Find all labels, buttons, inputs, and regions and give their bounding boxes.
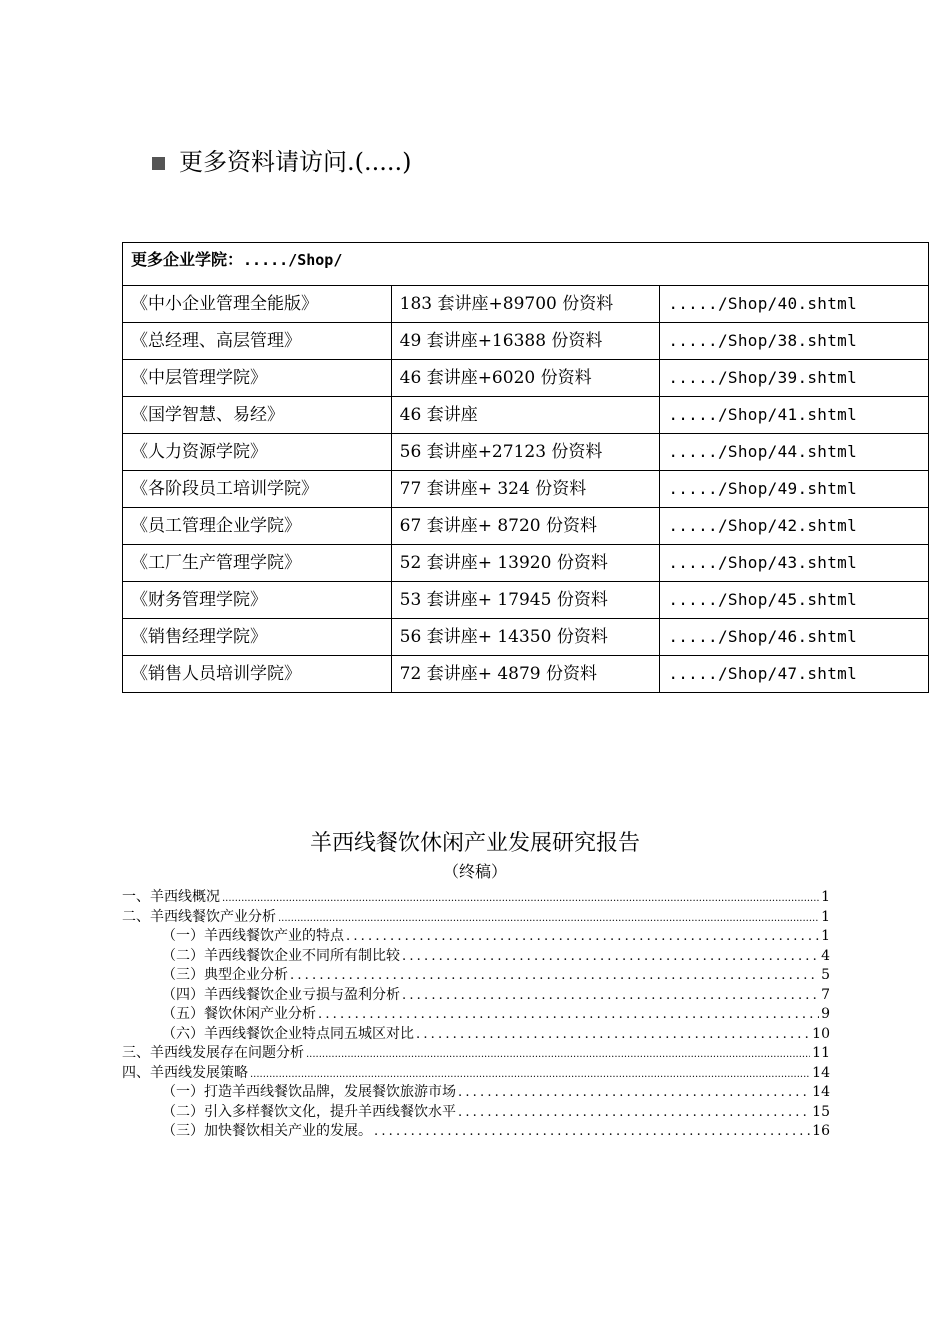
toc-entry[interactable] <box>122 888 830 908</box>
table-row <box>123 471 929 508</box>
course-detail-cell: 56 套讲座+ 14350 份资料 <box>391 619 660 656</box>
course-name-cell: 《中小企业管理全能版》 <box>123 286 392 323</box>
toc-entry-label: 四、羊西线发展策略 <box>122 1064 248 1081</box>
toc-entry-label: （二）羊西线餐饮企业不同所有制比较 <box>162 947 400 964</box>
course-detail-cell: 52 套讲座+ 13920 份资料 <box>391 545 660 582</box>
toc-entry-label: 一、羊西线概况 <box>122 889 220 905</box>
course-url-cell[interactable]: ...../Shop/38.shtml <box>660 323 929 360</box>
more-info-line <box>152 146 412 178</box>
course-detail-cell: 46 套讲座 <box>391 397 660 434</box>
toc-entry-label: （三）加快餐饮相关产业的发展。 <box>162 1123 372 1139</box>
shop-table-header-row <box>123 243 929 286</box>
course-name-cell: 《总经理、高层管理》 <box>123 323 392 360</box>
toc-entry-label: （四）羊西线餐饮企业亏损与盈利分析 <box>162 986 400 1003</box>
course-name-cell: 《员工管理企业学院》 <box>123 508 392 545</box>
course-url-cell[interactable]: ...../Shop/41.shtml <box>660 397 929 434</box>
toc-entry[interactable] <box>122 927 830 947</box>
toc-leader-dots <box>374 1122 810 1142</box>
course-url-cell[interactable]: ...../Shop/42.shtml <box>660 508 929 545</box>
toc-entry-label: （二）引入多样餐饮文化，提升羊西线餐饮水平 <box>162 1103 456 1120</box>
course-url-cell[interactable]: ...../Shop/44.shtml <box>660 434 929 471</box>
toc-page-number: 10 <box>812 1025 830 1042</box>
toc-leader-dots <box>402 947 819 967</box>
table-row <box>123 545 929 582</box>
course-name-cell: 《财务管理学院》 <box>123 582 392 619</box>
more-info-text[interactable]: 更多资料请访问.(.....) <box>179 148 412 176</box>
course-detail-cell: 53 套讲座+ 17945 份资料 <box>391 582 660 619</box>
table-row <box>123 323 929 360</box>
toc-entry-label: （五）餐饮休闲产业分析 <box>162 1006 316 1022</box>
toc-leader-dots <box>222 888 819 909</box>
square-bullet-icon <box>152 157 165 170</box>
toc-entry[interactable] <box>122 1103 830 1123</box>
toc-page-number: 14 <box>812 1064 830 1081</box>
course-detail-cell: 49 套讲座+16388 份资料 <box>391 323 660 360</box>
table-row <box>123 286 929 323</box>
toc-entry[interactable] <box>122 986 830 1006</box>
toc-entry[interactable] <box>122 947 830 967</box>
toc-leader-dots <box>416 1025 810 1045</box>
toc-leader-dots <box>290 966 819 986</box>
shop-table <box>122 242 929 693</box>
toc-entry-label: （一）羊西线餐饮产业的特点 <box>162 928 344 944</box>
toc-entry[interactable] <box>122 1122 830 1142</box>
toc-page-number: 1 <box>821 908 830 925</box>
toc-entry[interactable] <box>122 1025 830 1045</box>
course-url-cell[interactable]: ...../Shop/46.shtml <box>660 619 929 656</box>
course-name-cell: 《销售经理学院》 <box>123 619 392 656</box>
report-title: 羊西线餐饮休闲产业发展研究报告 <box>309 831 640 856</box>
toc-page-number: 1 <box>821 928 830 944</box>
toc-entry-label: 二、羊西线餐饮产业分析 <box>122 908 276 925</box>
table-row <box>123 397 929 434</box>
table-row <box>123 508 929 545</box>
toc-page-number: 7 <box>821 986 830 1003</box>
toc-leader-dots <box>458 1083 810 1103</box>
course-detail-cell: 72 套讲座+ 4879 份资料 <box>391 656 660 693</box>
course-detail-cell: 56 套讲座+27123 份资料 <box>391 434 660 471</box>
course-url-cell[interactable]: ...../Shop/47.shtml <box>660 656 929 693</box>
course-name-cell: 《中层管理学院》 <box>123 360 392 397</box>
toc-entry[interactable] <box>122 1044 830 1064</box>
course-url-cell[interactable]: ...../Shop/39.shtml <box>660 360 929 397</box>
toc-entry[interactable] <box>122 1083 830 1103</box>
course-url-cell[interactable]: ...../Shop/45.shtml <box>660 582 929 619</box>
toc-page-number: 9 <box>821 1006 830 1022</box>
toc-entry[interactable] <box>122 1064 830 1084</box>
course-name-cell: 《销售人员培训学院》 <box>123 656 392 693</box>
header-label: 更多企业学院： <box>131 250 244 269</box>
toc-leader-dots <box>278 908 819 929</box>
course-url-cell[interactable]: ...../Shop/43.shtml <box>660 545 929 582</box>
toc-entry-label: （一）打造羊西线餐饮品牌，发展餐饮旅游市场 <box>162 1084 456 1100</box>
report-subtitle: （终稿） <box>442 862 507 881</box>
course-name-cell: 《国学智慧、易经》 <box>123 397 392 434</box>
toc-leader-dots <box>346 927 819 947</box>
course-url-cell[interactable]: ...../Shop/40.shtml <box>660 286 929 323</box>
toc-entry-label: （六）羊西线餐饮企业特点同五城区对比 <box>162 1025 414 1042</box>
toc-page-number: 15 <box>812 1103 830 1120</box>
table-row <box>123 360 929 397</box>
course-name-cell: 《各阶段员工培训学院》 <box>123 471 392 508</box>
shop-table-header <box>123 243 929 286</box>
toc-page-number: 1 <box>821 889 830 905</box>
course-detail-cell: 183 套讲座+89700 份资料 <box>391 286 660 323</box>
toc-page-number: 4 <box>821 947 830 964</box>
course-detail-cell: 67 套讲座+ 8720 份资料 <box>391 508 660 545</box>
toc-page-number: 11 <box>812 1045 830 1061</box>
toc-leader-dots <box>318 1005 819 1025</box>
table-row <box>123 582 929 619</box>
toc-leader-dots <box>250 1064 810 1085</box>
toc-page-number: 5 <box>821 967 830 983</box>
course-detail-cell: 46 套讲座+6020 份资料 <box>391 360 660 397</box>
toc-entry-label: （三）典型企业分析 <box>162 967 288 983</box>
table-of-contents <box>122 888 830 1142</box>
course-detail-cell: 77 套讲座+ 324 份资料 <box>391 471 660 508</box>
course-name-cell: 《人力资源学院》 <box>123 434 392 471</box>
toc-page-number: 14 <box>812 1084 830 1100</box>
course-name-cell: 《工厂生产管理学院》 <box>123 545 392 582</box>
table-row <box>123 656 929 693</box>
header-link[interactable]: ...../Shop/ <box>243 251 343 269</box>
table-row <box>123 434 929 471</box>
toc-entry[interactable] <box>122 1005 830 1025</box>
toc-page-number: 16 <box>812 1123 830 1139</box>
toc-leader-dots <box>402 986 819 1006</box>
toc-entry[interactable] <box>122 966 830 986</box>
toc-leader-dots <box>306 1044 810 1065</box>
toc-leader-dots <box>458 1103 810 1123</box>
course-url-cell[interactable]: ...../Shop/49.shtml <box>660 471 929 508</box>
toc-entry[interactable] <box>122 908 830 928</box>
toc-entry-label: 三、羊西线发展存在问题分析 <box>122 1045 304 1061</box>
table-row <box>123 619 929 656</box>
